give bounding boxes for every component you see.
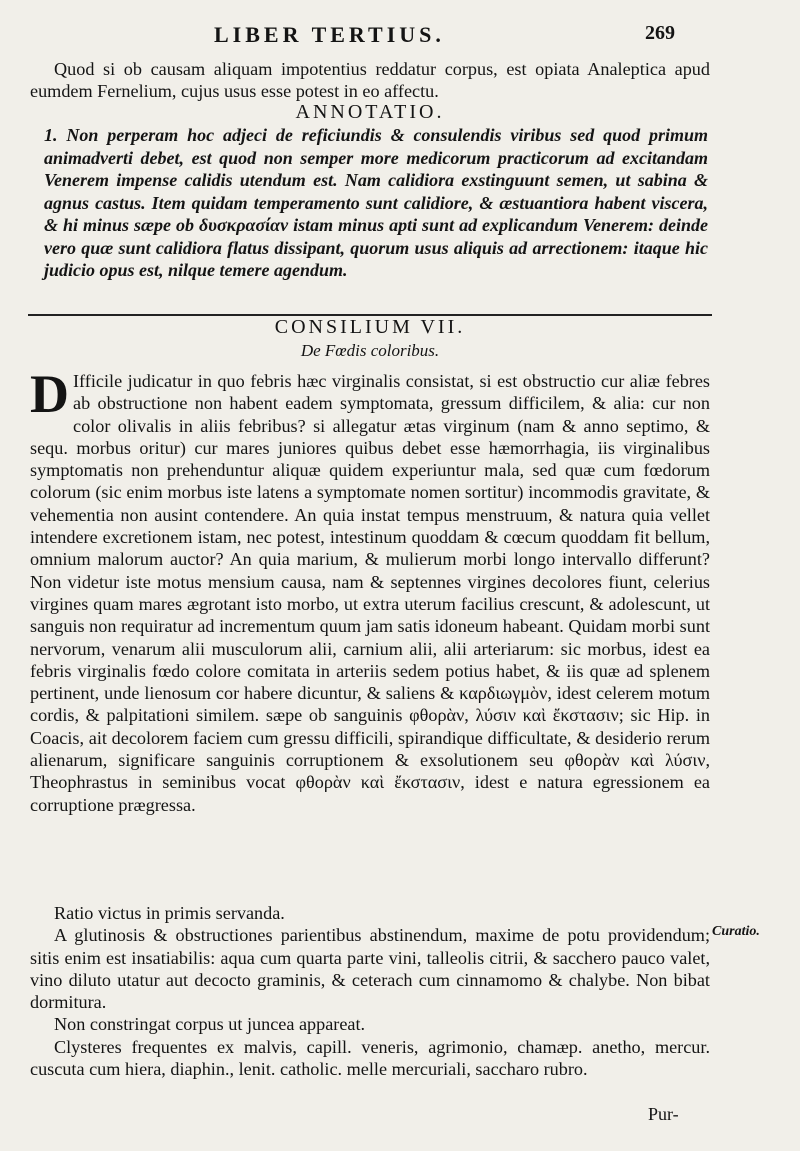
running-title: LIBER TERTIUS.	[214, 22, 445, 47]
catchword: Pur-	[648, 1104, 679, 1124]
regimen-block	[30, 902, 710, 1080]
consilium-main-block	[30, 364, 710, 816]
intro-paragraph: Quod si ob causam aliquam impotentius reddatur corpus, est opiata Analeptica apud eumdem Fernelium, cujus usus esse potest in eo affectu.	[30, 59, 710, 102]
margin-note-curatio: Curatio.	[712, 924, 760, 939]
consilium-heading: CONSILIUM VII.	[274, 316, 466, 338]
drop-cap: D	[30, 364, 69, 424]
intro-paragraph-block	[30, 58, 710, 103]
regimen-paragraph-2: A glutinosis & obstructiones parientibus abstinendum, maxime de potu providendum; sitis enim est insatiabilis: aqua cum quarta parte vini, talleolis citrii, & sacchero pauco valet, vino diluto utatur aut decocto graminis, & ceterach cum cinnamomo & chalybe. Non bibat dormitura.	[30, 925, 710, 1013]
annotatio-block	[44, 124, 708, 282]
regimen-paragraph-1: Ratio victus in primis servanda.	[54, 903, 285, 923]
page-number: 269	[645, 22, 675, 44]
page-header	[0, 22, 800, 48]
consilium-subheading: De Fœdis coloribus.	[300, 341, 440, 360]
regimen-paragraph-3: Non constringat corpus ut juncea appareat.	[54, 1014, 366, 1035]
annotatio-text: 1. Non perperam hoc adjeci de reficiundis & consulendis viribus sed quod primum animadverti debet, est quod non semper more medicorum practicorum ad excitandam Venerem impense calidis utendum est. Nam calidiora exstinguunt semen, ut sabina & agnus castus. Item quidam temperamento sunt calidiore, & æstuantiora habent viscera, & hi minus sæpe ob δυσκρασίαν istam minus apti sunt ad explicandum Venerem: deinde vero quæ sunt calidiora flatus dissipant, quorum usus aliquis ad arrectionem: itaque hic judicio opus est, nilque temere agendum.	[44, 125, 708, 280]
consilium-main-text: Ifficile judicatur in quo febris hæc virginalis consistat, si est obstructio cur aliæ febres ab obstructione non habent eadem symptomata, gressum difficilem, & alia: cur non color olivalis in aliis febribus? si allegatur ætas virginum (nam & anno septimo, & sequ. morbus oritur) cur mares juniores quibus debet esse hæmorrhagia, iis virginalibus symptomatis non prehenduntur aliquæ quidem experiuntur mala, sed quæ cum fœdorum colorum (sic enim morbus iste latens a symptomate nomen sortitur) incommodis gravitate, & vehementia non ausint contendere. An quia instat tempus menstruum, & natura quia vellet intendere excretionem istam, nec potest, intestinum quoddam & cœcum quoddam fit bellum, omnium malorum auctor? An quia marium, & mulierum morbi longo intervallo differunt? Non videtur iste motus mensium causa, nam & septennes virgines decolores fiunt, celerius virgines quam mares ægrotant isto morbo, ut extra uterum facilius crescunt, & adolescunt, ut sanguis non requiratur ad incrementum quum jam satis idoneum habeant. Quidam morbi sunt nervorum, venarum alii musculorum alii, carnium alii, alii arteriarum: sic morbus, idest ea febris virginalis fœdo colore comitata in arteriis sedem potius habet, & iis quæ ad splenem pertinent, unde lienosum cor habere dicuntur, & saliens & καρδιωγμὸν, idest celerem motum cordis, & palpitationi similem. sæpe ob sanguinis φθορὰν, λύσιν καὶ ἔκστασιν; sic Hip. in Coacis, ait decolorem faciem cum gressu difficili, spirandique difficultate, & desiderio rerum alienarum, significare sanguinis corruptionem & exsolutionem seu φθορὰν καὶ λύσιν, Theophrastus in seminibus vocat φθορὰν καὶ ἔκστασιν, idest e natura egressionem ea corruptione prægressa.	[30, 371, 710, 815]
annotatio-heading: ANNOTATIO.	[295, 101, 445, 123]
consilium-main-paragraph	[30, 364, 710, 816]
regimen-paragraph-4: Clysteres frequentes ex malvis, capill. veneris, agrimonio, chamæp. anetho, mercur. cuscuta cum hiera, diaphin., lenit. catholic. melle mercuriali, saccharo rubro.	[30, 1036, 710, 1080]
